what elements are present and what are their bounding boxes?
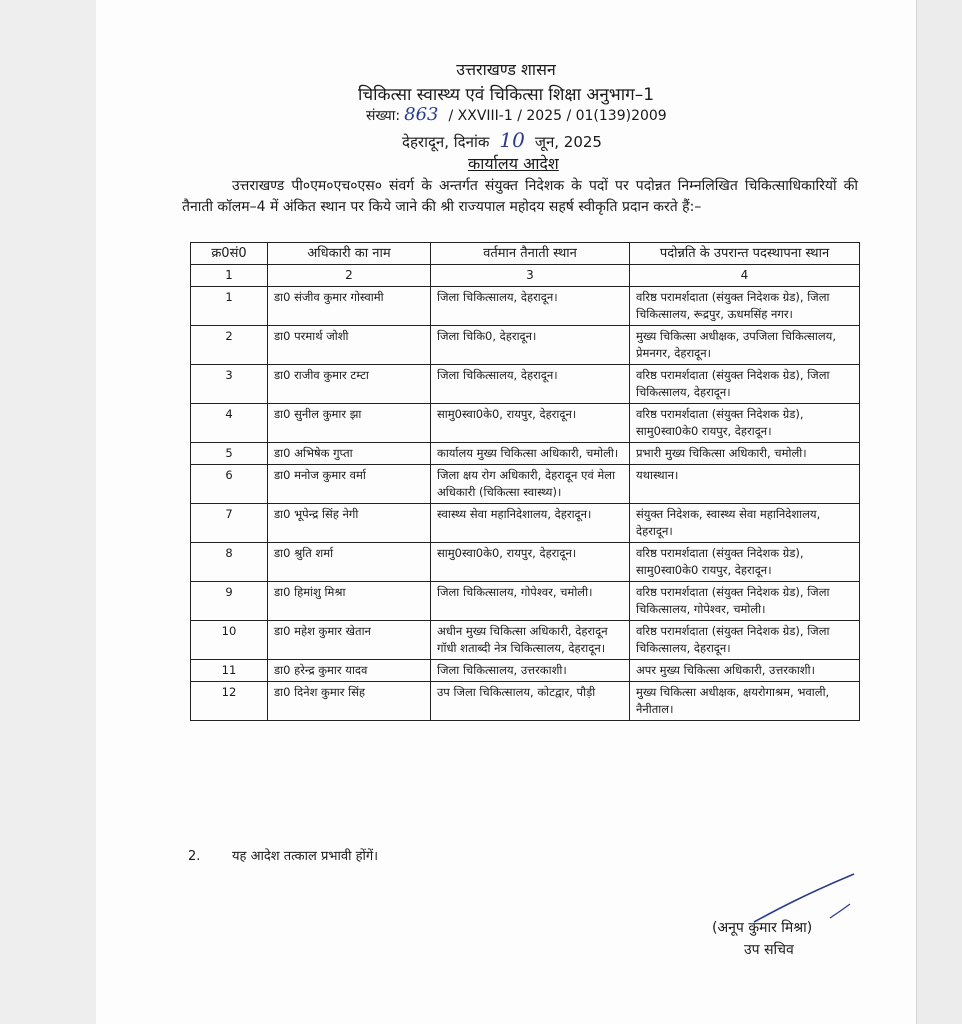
serial-cell: 6	[191, 465, 268, 504]
table-row	[191, 404, 860, 443]
number-suffix: / XXVIII-1 / 2025 / 01(139)2009	[448, 108, 667, 124]
table-row	[191, 660, 860, 682]
current-cell: जिला क्षय रोग अधिकारी, देहरादून एवं मेला अधिकारी (चिकित्सा स्वास्थ्य)।	[431, 465, 630, 504]
clause-text: यह आदेश तत्काल प्रभावी होंगें।	[232, 849, 379, 864]
table-row	[191, 326, 860, 365]
posting-cell: वरिष्ठ परामर्शदाता (संयुक्त निदेशक ग्रेड), जिला चिकित्सालय, रूद्रपुर, ऊधमसिंह नगर।	[630, 287, 860, 326]
table-row	[191, 465, 860, 504]
table-row	[191, 682, 860, 721]
column-index: 4	[630, 265, 860, 287]
current-cell: सामु0स्वा0के0, रायपुर, देहरादून।	[431, 404, 630, 443]
posting-cell: अपर मुख्य चिकित्सा अधिकारी, उत्तरकाशी।	[630, 660, 860, 682]
name-cell: डा0 महेश कुमार खेतान	[268, 621, 431, 660]
table-row	[191, 365, 860, 404]
serial-cell: 2	[191, 326, 268, 365]
serial-cell: 8	[191, 543, 268, 582]
letter-date	[402, 128, 602, 152]
header-current-posting: वर्तमान तैनाती स्थान	[431, 243, 630, 265]
column-index-row	[191, 265, 860, 287]
serial-cell: 5	[191, 443, 268, 465]
intro-paragraph	[182, 176, 858, 218]
header-name: अधिकारी का नाम	[268, 243, 431, 265]
serial-cell: 7	[191, 504, 268, 543]
final-clause	[188, 846, 378, 864]
handwritten-number: 863	[404, 104, 439, 125]
header-serial: क्र0सं0	[191, 243, 268, 265]
current-cell: अधीन मुख्य चिकित्सा अधिकारी, देहरादून गॉधी शताब्दी नेत्र चिकित्सालय, देहरादून।	[431, 621, 630, 660]
column-index: 2	[268, 265, 431, 287]
table-row	[191, 543, 860, 582]
current-cell: जिला चिकित्सालय, देहरादून।	[431, 287, 630, 326]
posting-cell: मुख्य चिकित्सा अधीक्षक, उपजिला चिकित्सालय, प्रेमनगर, देहरादून।	[630, 326, 860, 365]
serial-cell: 11	[191, 660, 268, 682]
date-suffix: जून, 2025	[534, 133, 602, 151]
serial-cell: 3	[191, 365, 268, 404]
name-cell: डा0 राजीव कुमार टम्टा	[268, 365, 431, 404]
posting-cell: वरिष्ठ परामर्शदाता (संयुक्त निदेशक ग्रेड), जिला चिकित्सालय, गोपेश्वर, चमोली।	[630, 582, 860, 621]
posting-cell: वरिष्ठ परामर्शदाता (संयुक्त निदेशक ग्रेड), जिला चिकित्सालय, देहरादून।	[630, 621, 860, 660]
signatory-designation: उप सचिव	[744, 942, 794, 958]
document-page	[96, 0, 916, 1024]
name-cell: डा0 अभिषेक गुप्ता	[268, 443, 431, 465]
posting-cell: वरिष्ठ परामर्शदाता (संयुक्त निदेशक ग्रेड), जिला चिकित्सालय, देहरादून।	[630, 365, 860, 404]
department-heading: चिकित्सा स्वास्थ्य एवं चिकित्सा शिक्षा अनुभाग–1	[357, 85, 655, 105]
table-row	[191, 621, 860, 660]
current-cell: कार्यालय मुख्य चिकित्सा अधिकारी, चमोली।	[431, 443, 630, 465]
name-cell: डा0 सुनील कुमार झा	[268, 404, 431, 443]
current-cell: सामु0स्वा0के0, रायपुर, देहरादून।	[431, 543, 630, 582]
current-cell: जिला चिकित्सालय, उत्तरकाशी।	[431, 660, 630, 682]
posting-cell: यथास्थान।	[630, 465, 860, 504]
intro-text: उत्तराखण्ड पी०एम०एच०एस० संवर्ग के अन्तर्गत संयुक्त निदेशक के पदों पर पदोन्नत निम्नलिखित चिकित्साधिकारियों की तैनाती कॉलम–4 में अंकित स्थान पर किये जाने की श्री राज्यपाल महोदय सहर्ष स्वीकृति प्रदान करते हैं:–	[182, 178, 858, 215]
name-cell: डा0 दिनेश कुमार सिंह	[268, 682, 431, 721]
posting-cell: मुख्य चिकित्सा अधीक्षक, क्षयरोगाश्रम, भवाली, नैनीताल।	[630, 682, 860, 721]
header-new-posting: पदोन्नति के उपरान्त पदस्थापना स्थान	[630, 243, 860, 265]
table-header-row	[191, 243, 860, 265]
table-row	[191, 582, 860, 621]
column-index: 3	[431, 265, 630, 287]
column-index: 1	[191, 265, 268, 287]
name-cell: डा0 भूपेन्द्र सिंह नेगी	[268, 504, 431, 543]
serial-cell: 10	[191, 621, 268, 660]
posting-table	[190, 242, 860, 721]
handwritten-date: 10	[499, 128, 525, 152]
posting-cell: वरिष्ठ परामर्शदाता (संयुक्त निदेशक ग्रेड), सामु0स्वा0के0 रायपुर, देहरादून।	[630, 543, 860, 582]
serial-cell: 1	[191, 287, 268, 326]
date-prefix: देहरादून, दिनांक	[402, 133, 490, 151]
name-cell: डा0 हरेन्द्र कुमार यादव	[268, 660, 431, 682]
page-right-edge	[916, 0, 962, 1024]
table-row	[191, 287, 860, 326]
current-cell: जिला चिकित्सालय, गोपेश्वर, चमोली।	[431, 582, 630, 621]
table-row	[191, 504, 860, 543]
current-cell: जिला चिकित्सालय, देहरादून।	[431, 365, 630, 404]
name-cell: डा0 हिमांशु मिश्रा	[268, 582, 431, 621]
serial-cell: 4	[191, 404, 268, 443]
posting-cell: संयुक्त निदेशक, स्वास्थ्य सेवा महानिदेशालय, देहरादून।	[630, 504, 860, 543]
name-cell: डा0 संजीव कुमार गोस्वामी	[268, 287, 431, 326]
name-cell: डा0 मनोज कुमार वर्मा	[268, 465, 431, 504]
number-prefix: संख्या:	[366, 108, 401, 124]
page-left-edge	[0, 0, 97, 1024]
table-row	[191, 443, 860, 465]
name-cell: डा0 परमार्थ जोशी	[268, 326, 431, 365]
name-cell: डा0 श्रुति शर्मा	[268, 543, 431, 582]
posting-cell: वरिष्ठ परामर्शदाता (संयुक्त निदेशक ग्रेड), सामु0स्वा0के0 रायपुर, देहरादून।	[630, 404, 860, 443]
current-cell: जिला चिकि0, देहरादून।	[431, 326, 630, 365]
current-cell: स्वास्थ्य सेवा महानिदेशालय, देहरादून।	[431, 504, 630, 543]
signatory-name: (अनूप कुमार मिश्रा)	[712, 920, 813, 936]
government-heading: उत्तराखण्ड शासन	[456, 60, 556, 79]
serial-cell: 12	[191, 682, 268, 721]
current-cell: उप जिला चिकित्सालय, कोटद्वार, पौड़ी	[431, 682, 630, 721]
order-title: कार्यालय आदेश	[468, 154, 559, 173]
serial-cell: 9	[191, 582, 268, 621]
clause-number: 2.	[188, 849, 201, 864]
letter-number	[366, 104, 667, 125]
posting-cell: प्रभारी मुख्य चिकित्सा अधिकारी, चमोली।	[630, 443, 860, 465]
